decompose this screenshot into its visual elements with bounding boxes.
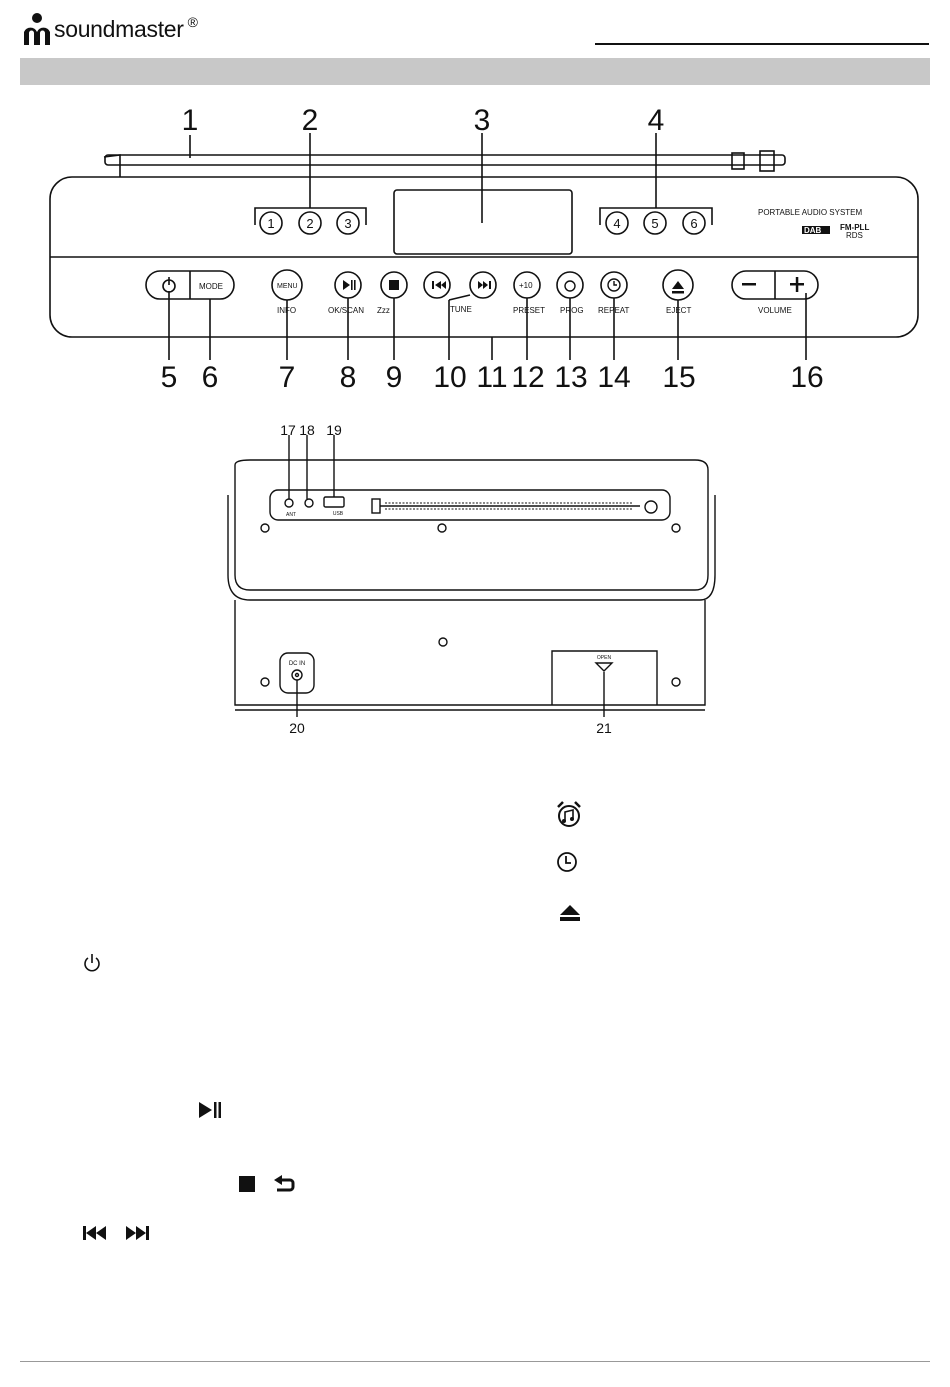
callout-13: 13 — [554, 361, 588, 394]
preset-1: 1 — [267, 216, 275, 231]
callout-8: 8 — [339, 361, 357, 394]
next-icon — [124, 1224, 150, 1242]
callout-3: 3 — [473, 104, 491, 137]
callout-15: 15 — [662, 361, 696, 394]
ok-scan-label: OK/SCAN — [328, 306, 365, 315]
callout-6: 6 — [201, 361, 219, 394]
eject-label: EJECT — [666, 306, 692, 315]
callout-20: 20 — [289, 720, 305, 736]
back-icon — [272, 1173, 296, 1195]
callout-5: 5 — [160, 361, 178, 394]
zzz-label: Zzz — [377, 306, 390, 315]
portable-label: PORTABLE AUDIO SYSTEM — [758, 208, 863, 217]
header-rule — [595, 43, 929, 45]
callout-21: 21 — [596, 720, 612, 736]
alarm-icon — [555, 800, 583, 830]
fm-pll-label: FM-PLL — [840, 223, 870, 232]
power-icon — [82, 952, 102, 974]
open-label: OPEN — [596, 655, 612, 661]
repeat-label: REPEAT — [598, 306, 630, 315]
preset-3: 3 — [344, 216, 352, 231]
info-label: INFO — [277, 306, 297, 315]
preset-2: 2 — [306, 216, 314, 231]
callout-10: 10 — [433, 361, 467, 394]
callout-11: 11 — [476, 361, 508, 394]
tune-label: TUNE — [450, 305, 472, 314]
callout-7: 7 — [278, 361, 296, 394]
callout-16: 16 — [790, 361, 824, 394]
callout-1: 1 — [181, 104, 199, 137]
callout-12: 12 — [511, 361, 545, 394]
callout-14: 14 — [597, 361, 631, 394]
dab-label: DAB — [804, 226, 822, 235]
preset-4: 4 — [613, 216, 621, 231]
section-banner — [20, 58, 930, 85]
clock-icon — [556, 851, 578, 873]
play-pause-icon — [197, 1100, 223, 1120]
prev-icon — [82, 1224, 108, 1242]
volume-label: VOLUME — [758, 306, 792, 315]
callout-4: 4 — [647, 104, 665, 137]
eject-icon — [558, 904, 582, 922]
callout-17: 17 — [280, 422, 296, 438]
plus10-label: +10 — [519, 281, 533, 290]
callout-19: 19 — [326, 422, 342, 438]
menu-label: MENU — [277, 283, 298, 290]
usb-label: USB — [332, 511, 344, 517]
dc-in-label: DC IN — [288, 661, 306, 667]
preset-label: PRESET — [513, 306, 546, 315]
callout-2: 2 — [301, 104, 319, 137]
stop-icon — [238, 1175, 256, 1193]
front-panel-diagram — [0, 95, 950, 395]
preset-6: 6 — [690, 216, 698, 231]
callout-9: 9 — [385, 361, 403, 394]
prog-label: PROG — [560, 306, 584, 315]
preset-5: 5 — [651, 216, 659, 231]
soundmaster-logo — [22, 12, 52, 46]
mode-label: MODE — [199, 282, 223, 291]
rds-label: RDS — [846, 231, 863, 240]
brand-name: soundmaster ® — [54, 14, 198, 42]
footer-rule — [20, 1361, 930, 1362]
callout-18: 18 — [299, 422, 315, 438]
rear-panel-diagram — [0, 415, 950, 745]
ant-label: ANT — [286, 512, 296, 518]
